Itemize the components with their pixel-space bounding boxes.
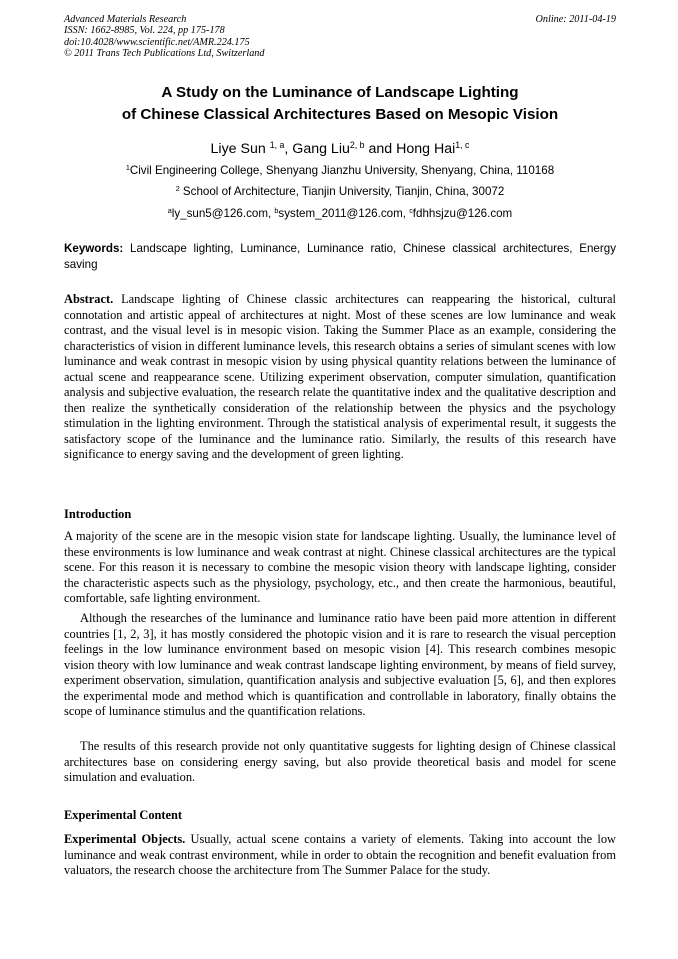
title-line-2: of Chinese Classical Architectures Based on Mesopic Vision	[121, 106, 559, 123]
affiliation-mark: 1	[125, 163, 130, 173]
section-heading-experimental-content: Experimental Content	[64, 808, 183, 822]
email-mark: a	[167, 206, 172, 216]
email-mark: b	[274, 206, 279, 216]
journal-header	[64, 14, 616, 59]
author-affiliation-mark: 1, a	[269, 140, 285, 151]
keywords-text: Landscape lighting, Luminance, Luminance ratio, Chinese classical architectures, Energy saving	[64, 242, 616, 271]
email-mark: c	[409, 206, 413, 216]
author-affiliation-mark: 1, c	[455, 140, 470, 151]
affiliation-mark: 2	[175, 184, 180, 194]
experimental-lead: Experimental Objects.	[64, 832, 186, 846]
section-heading-introduction: Introduction	[64, 507, 132, 521]
affiliation-1	[64, 164, 616, 179]
affiliation-2	[64, 185, 616, 200]
keywords-label: Keywords:	[64, 242, 124, 255]
journal-copyright: © 2011 Trans Tech Publications Ltd, Switzerland	[64, 47, 265, 59]
abstract-label: Abstract.	[64, 292, 114, 306]
author-separator: ,	[284, 141, 293, 157]
abstract-text: Landscape lighting of Chinese classic architectures can reappearing the historical, cultural connotation and artistic appeal of architectures at night. Most of these scenes are low luminance and weak contrast, and the visual level is in mesopic vision. Taking the Summer Place as an example, considering the characteristics of vision in different luminance levels, this research obtains a series of simulant scenes with low luminance and weak contrast in mesopic vision by using physical quantity relations between the luminance of actual scene and reappearance scene. Utilizing experiment observation, computer simulation, quantification analysis and subjective evaluation, the research relate the quantitative index and the qualitative description and then realize the synthetically consideration of the relationship between the physics and the psychology stimulation in the lighting environment. Through the statistical analysis of experimental result, it suggests the satisfactory scope of the luminance and the luminance ratio. Similarly, the results of this research have significance to energy saving and the development of green lighting.	[64, 292, 616, 461]
email-address[interactable]: system_2011@126.com,	[278, 207, 410, 220]
intro-paragraph-2: Although the researches of the luminance and luminance ratio have been paid more attention in different countries [1, 2, 3], it has mostly considered the photopic vision and it is rare to research the visual perception feelings in the low luminance environment based on mesopic vision [4]. This research combines mesopic vision theory with low luminance and weak contrast landscape lighting environment, by means of field survey, experiment observation, simulation, quantification analysis and subjective evaluation [5, 6], and then explores the experimental mode and method which is quantification and controllable in laboratory, finally obtains the scope of luminance stimulus and the quantification relations.	[64, 611, 616, 718]
intro-paragraph-3: The results of this research provide not only quantitative suggests for lighting design of Chinese classical architectures base on considering energy saving, but also provide theoretical basis and model for scene simulation and evaluation.	[64, 739, 616, 784]
author-separator: and	[364, 141, 397, 157]
author-name: Gang Liu	[292, 141, 350, 157]
keywords	[64, 241, 616, 272]
email-address[interactable]: fdhhsjzu@126.com	[412, 207, 513, 220]
affiliation-text: School of Architecture, Tianjin University, Tianjin, China, 30072	[179, 185, 505, 198]
email-address[interactable]: ly_sun5@126.com,	[171, 207, 275, 220]
abstract	[64, 292, 616, 463]
intro-paragraph-1: A majority of the scene are in the mesopic vision state for landscape lighting. Usually, the luminance level of these environments is low luminance and weak contrast at night. Chinese classical architectures are the typical scene. For this reason it is necessary to combine the mesopic vision theory with landscape lighting, consider the characteristic aspects such as the physiology, psychology, etc., and then create the harmonious, beautiful, comfortable, safe lighting environment.	[64, 529, 616, 605]
author-name: Liye Sun	[210, 141, 266, 157]
author-list	[64, 140, 616, 159]
author-affiliation-mark: 2, b	[349, 140, 365, 151]
title-line-1: A Study on the Luminance of Landscape Lighting	[161, 84, 519, 101]
author-name: Hong Hai	[396, 141, 456, 157]
affiliation-text: Civil Engineering College, Shenyang Jianzhu University, Shenyang, China, 110168	[129, 164, 555, 177]
journal-doi[interactable]: doi:10.4028/www.scientific.net/AMR.224.175	[64, 36, 250, 48]
experimental-paragraph	[64, 832, 616, 879]
experimental-text: Usually, actual scene contains a variety of elements. Taking into account the low luminance and weak contrast environment, while in order to obtain the recognition and benefit evaluation from valuators, the research choose the architecture from The Summer Palace for the study.	[64, 832, 616, 877]
author-emails	[64, 207, 616, 222]
paper-title	[64, 82, 616, 126]
journal-name: Advanced Materials Research	[64, 14, 187, 25]
online-date: Online: 2011-04-19	[535, 14, 616, 25]
journal-issn: ISSN: 1662-8985, Vol. 224, pp 175-178	[64, 25, 225, 37]
